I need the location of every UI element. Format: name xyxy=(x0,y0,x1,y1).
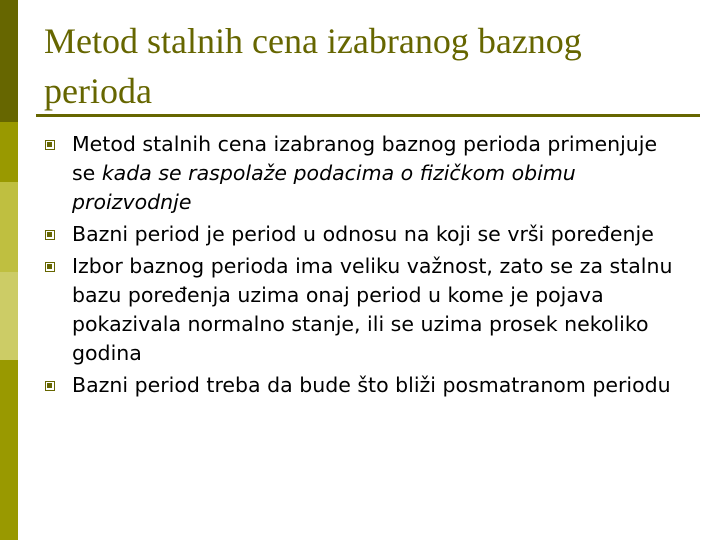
square-bullet-icon xyxy=(45,381,55,391)
bullet-item xyxy=(44,252,684,368)
bullet-text: Metod stalnih cena izabranog baznog perioda primenjuje se xyxy=(72,132,658,185)
side-stripe xyxy=(0,0,18,122)
square-bullet-icon xyxy=(45,262,55,272)
bullet-item xyxy=(44,371,684,400)
bullet-item xyxy=(44,130,684,217)
bullet-text: Bazni period treba da bude što bliži posmatranom periodu xyxy=(72,373,671,397)
side-stripe xyxy=(0,122,18,182)
square-bullet-icon xyxy=(45,140,55,150)
side-stripe xyxy=(0,182,18,272)
square-bullet-icon xyxy=(45,230,55,240)
side-stripe xyxy=(0,272,18,360)
bullet-italic-text: kada se raspolaže podacima o fizičkom obimu proizvodnje xyxy=(72,161,576,214)
bullet-item xyxy=(44,220,684,249)
bullet-text: Bazni period je period u odnosu na koji se vrši poređenje xyxy=(72,222,654,246)
bullet-text: Izbor baznog perioda ima veliku važnost, zato se za stalnu bazu poređenja uzima onaj period u kome je pojava pokazivala normalno stanje, ili se uzima prosek nekoliko godina xyxy=(72,254,673,365)
bullet-list xyxy=(44,130,684,403)
side-stripe xyxy=(0,360,18,540)
title-divider xyxy=(36,114,700,117)
slide-title: Metod stalnih cena izabranog baznog perioda xyxy=(44,21,582,111)
